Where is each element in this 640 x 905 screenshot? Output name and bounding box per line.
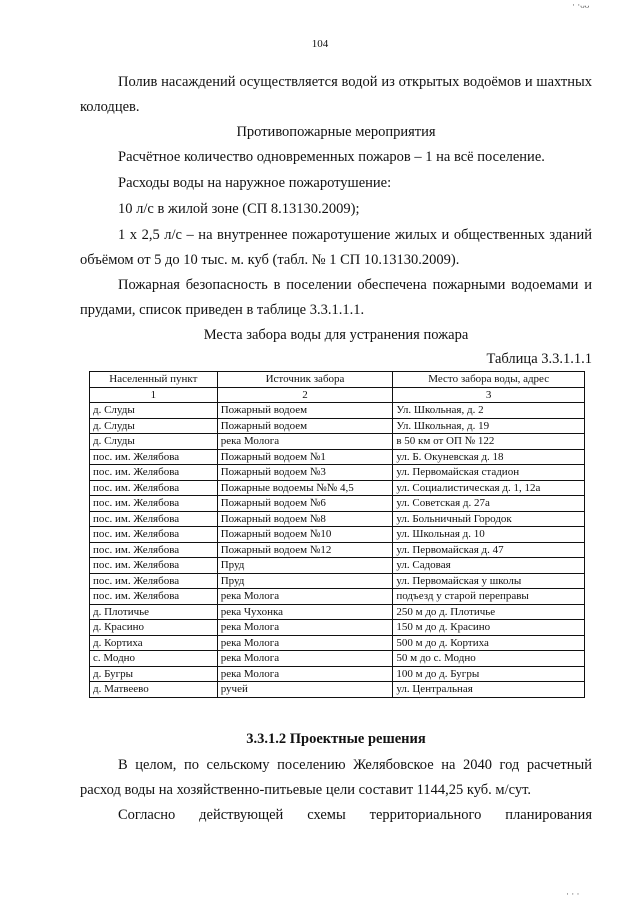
table-row <box>90 480 585 496</box>
safety-line-2: прудами, список приведен в таблице 3.3.1.1.1. <box>80 302 365 318</box>
cell-location: ул. Центральная <box>393 682 585 698</box>
water-sources-table <box>89 371 585 698</box>
cell-location: в 50 км от ОП № 122 <box>393 434 585 450</box>
cell-settlement: д. Слуды <box>90 434 218 450</box>
cell-source: река Молога <box>217 651 393 667</box>
cell-source: Пожарный водоем №10 <box>217 527 393 543</box>
cell-settlement: с. Модно <box>90 651 218 667</box>
cell-location: ул. Первомайская у школы <box>393 573 585 589</box>
cell-source: река Молога <box>217 666 393 682</box>
cell-source: река Молога <box>217 635 393 651</box>
table-title: Места забора воды для устранения пожара <box>203 327 469 343</box>
cell-location: ул. Советская д. 27а <box>393 496 585 512</box>
cell-settlement: д. Слуды <box>90 403 218 419</box>
cell-settlement: пос. им. Желябова <box>90 573 218 589</box>
cell-settlement: пос. им. Желябова <box>90 480 218 496</box>
cell-location: ул. Первомайская стадион <box>393 465 585 481</box>
cell-location: 250 м до д. Плотичье <box>393 604 585 620</box>
cell-settlement: д. Матвеево <box>90 682 218 698</box>
cell-source: ручей <box>217 682 393 698</box>
cell-location: подъезд у старой переправы <box>393 589 585 605</box>
cell-settlement: пос. им. Желябова <box>90 449 218 465</box>
column-number: 2 <box>217 387 393 403</box>
safety-line-1: Пожарная безопасность в поселении обеспечена пожарными водоемами и <box>118 277 592 293</box>
table-row <box>90 573 585 589</box>
table-label: Таблица 3.3.1.1.1 <box>486 351 592 367</box>
cell-location: Ул. Школьная, д. 2 <box>393 403 585 419</box>
cell-source: Пожарные водоемы №№ 4,5 <box>217 480 393 496</box>
cell-settlement: д. Плотичье <box>90 604 218 620</box>
cell-source: Пожарный водоем №6 <box>217 496 393 512</box>
cell-settlement: пос. им. Желябова <box>90 511 218 527</box>
fire-heading: Противопожарные мероприятия <box>236 124 436 140</box>
cell-source: Пожарный водоем <box>217 418 393 434</box>
cell-source: Пожарный водоем <box>217 403 393 419</box>
table-row <box>90 666 585 682</box>
cell-source: Пожарный водоем №8 <box>217 511 393 527</box>
cell-settlement: д. Красино <box>90 620 218 636</box>
cell-settlement: д. Слуды <box>90 418 218 434</box>
table-row <box>90 449 585 465</box>
cell-source: река Молога <box>217 434 393 450</box>
last-line: Согласно действующей схемы территориального планирования <box>118 807 592 823</box>
footer-mark: · · · <box>566 889 580 899</box>
cell-location: ул. Садовая <box>393 558 585 574</box>
table-row <box>90 527 585 543</box>
table-row <box>90 403 585 419</box>
table-row <box>90 682 585 698</box>
table-row <box>90 496 585 512</box>
cell-source: Пожарный водоем №3 <box>217 465 393 481</box>
cell-location: ул. Больничный Городок <box>393 511 585 527</box>
cell-source: река Молога <box>217 589 393 605</box>
table-row <box>90 620 585 636</box>
table-row <box>90 651 585 667</box>
table-number-row <box>90 387 585 403</box>
cell-settlement: д. Бугры <box>90 666 218 682</box>
intro-line-1: Полив насаждений осуществляется водой из открытых водоёмов и шахтных <box>118 74 592 90</box>
cell-location: Ул. Школьная, д. 19 <box>393 418 585 434</box>
table-row <box>90 465 585 481</box>
cell-location: 150 м до д. Красино <box>393 620 585 636</box>
table-header-row <box>90 372 585 388</box>
cell-source: Пруд <box>217 558 393 574</box>
corner-mark: · ·ᴗᴗ <box>572 0 590 10</box>
section-heading: 3.3.1.2 Проектные решения <box>246 731 426 747</box>
cell-settlement: д. Кортиха <box>90 635 218 651</box>
internal-line-1: 1 х 2,5 л/с – на внутреннее пожаротушение жилых и общественных зданий <box>118 227 592 243</box>
table-row <box>90 434 585 450</box>
cell-location: ул. Школьная д. 10 <box>393 527 585 543</box>
table-row <box>90 589 585 605</box>
cell-settlement: пос. им. Желябова <box>90 589 218 605</box>
projection-line-2: расход воды на хозяйственно-питьевые цели составит 1144,25 куб. м/сут. <box>80 782 531 798</box>
header-source: Источник забора <box>217 372 393 388</box>
table-row <box>90 511 585 527</box>
residential-rate: 10 л/с в жилой зоне (СП 8.13130.2009); <box>118 201 360 217</box>
cell-settlement: пос. им. Желябова <box>90 465 218 481</box>
cell-settlement: пос. им. Желябова <box>90 527 218 543</box>
page-number: 104 <box>311 38 329 50</box>
cell-location: 500 м до д. Кортиха <box>393 635 585 651</box>
projection-line-1: В целом, по сельскому поселению Желябовское на 2040 год расчетный <box>118 757 592 773</box>
cell-source: Пожарный водоем №12 <box>217 542 393 558</box>
column-number: 3 <box>393 387 585 403</box>
header-location: Место забора воды, адрес <box>393 372 585 388</box>
cell-source: река Молога <box>217 620 393 636</box>
cell-location: ул. Б. Окуневская д. 18 <box>393 449 585 465</box>
table-row <box>90 635 585 651</box>
cell-source: Пожарный водоем №1 <box>217 449 393 465</box>
cell-source: река Чухонка <box>217 604 393 620</box>
internal-line-2: объёмом от 5 до 10 тыс. м. куб (табл. № 1 СП 10.13130.2009). <box>80 252 460 268</box>
table-row <box>90 558 585 574</box>
cell-settlement: пос. им. Желябова <box>90 496 218 512</box>
fire-count: Расчётное количество одновременных пожаров – 1 на всё поселение. <box>118 149 545 165</box>
column-number: 1 <box>90 387 218 403</box>
cell-location: ул. Первомайская д. 47 <box>393 542 585 558</box>
header-settlement: Населенный пункт <box>90 372 218 388</box>
cell-settlement: пос. им. Желябова <box>90 542 218 558</box>
cell-location: ул. Социалистическая д. 1, 12а <box>393 480 585 496</box>
table-row <box>90 604 585 620</box>
table-row <box>90 542 585 558</box>
cell-location: 100 м до д. Бугры <box>393 666 585 682</box>
table-row <box>90 418 585 434</box>
cell-source: Пруд <box>217 573 393 589</box>
water-use: Расходы воды на наружное пожаротушение: <box>118 175 392 191</box>
intro-line-2: колодцев. <box>80 99 140 115</box>
cell-location: 50 м до с. Модно <box>393 651 585 667</box>
cell-settlement: пос. им. Желябова <box>90 558 218 574</box>
